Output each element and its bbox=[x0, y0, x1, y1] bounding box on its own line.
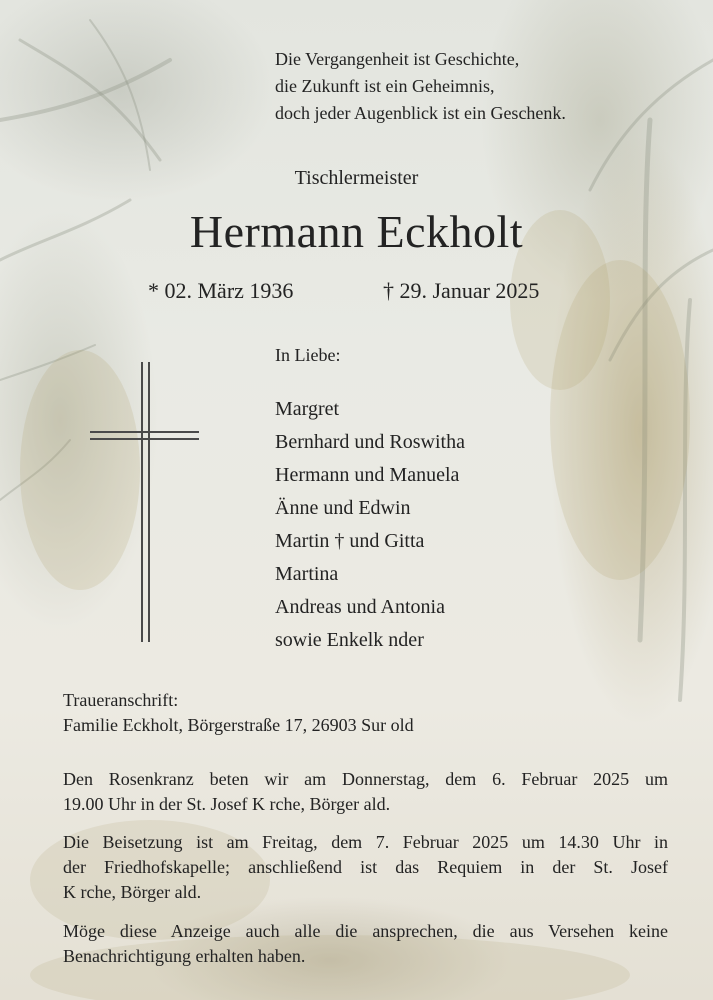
mourner-item: Bernhard und Roswitha bbox=[275, 431, 465, 453]
love-intro: In Liebe: bbox=[275, 345, 341, 365]
cross-icon bbox=[90, 362, 200, 642]
address-label: Traueranschrift: bbox=[63, 690, 179, 710]
funeral-line: Die Beisetzung ist am Freitag, dem 7. Februar 2025 um 14.30 Uhr in bbox=[63, 832, 668, 852]
funeral-line: der Friedhofskapelle; anschließend ist das Requiem in der St. Josef bbox=[63, 857, 668, 877]
mourners-list bbox=[275, 393, 465, 657]
mourner-item: Martin † und Gitta bbox=[275, 530, 425, 552]
motto-line: doch jeder Augenblick ist ein Geschenk. bbox=[275, 103, 566, 123]
mourner-item: Martina bbox=[275, 563, 339, 585]
closing-notice bbox=[63, 919, 668, 969]
address-line: Familie Eckholt, Börgerstraße 17, 26903 Sur old bbox=[63, 715, 414, 735]
rosary-line: Den Rosenkranz beten wir am Donnerstag, dem 6. Februar 2025 um bbox=[63, 769, 668, 789]
mourner-item: Hermann und Manuela bbox=[275, 464, 460, 486]
mourning-address bbox=[63, 688, 414, 738]
mourner-item: Margret bbox=[275, 398, 340, 420]
rosary-notice bbox=[63, 767, 668, 817]
rosary-line: 19.00 Uhr in der St. Josef K rche, Börger ald. bbox=[63, 794, 391, 814]
mourner-item: Änne und Edwin bbox=[275, 497, 411, 519]
mourner-item: sowie Enkelk nder bbox=[275, 629, 424, 651]
motto-line: die Zukunft ist ein Geheimnis, bbox=[275, 76, 495, 96]
death-date: † 29. Januar 2025 bbox=[383, 278, 540, 303]
deceased-name: Hermann Eckholt bbox=[189, 206, 524, 257]
funeral-notice bbox=[63, 830, 668, 905]
closing-line: Benachrichtigung erhalten haben. bbox=[63, 946, 306, 966]
funeral-line: K rche, Börger ald. bbox=[63, 882, 202, 902]
birth-date: * 02. März 1936 bbox=[148, 278, 294, 303]
motto bbox=[275, 46, 566, 127]
motto-line: Die Vergangenheit ist Geschichte, bbox=[275, 49, 520, 69]
mourner-item: Andreas und Antonia bbox=[275, 596, 445, 618]
profession: Tischlermeister bbox=[294, 167, 419, 189]
closing-line: Möge diese Anzeige auch alle die ansprechen, die aus Versehen keine bbox=[63, 921, 668, 941]
